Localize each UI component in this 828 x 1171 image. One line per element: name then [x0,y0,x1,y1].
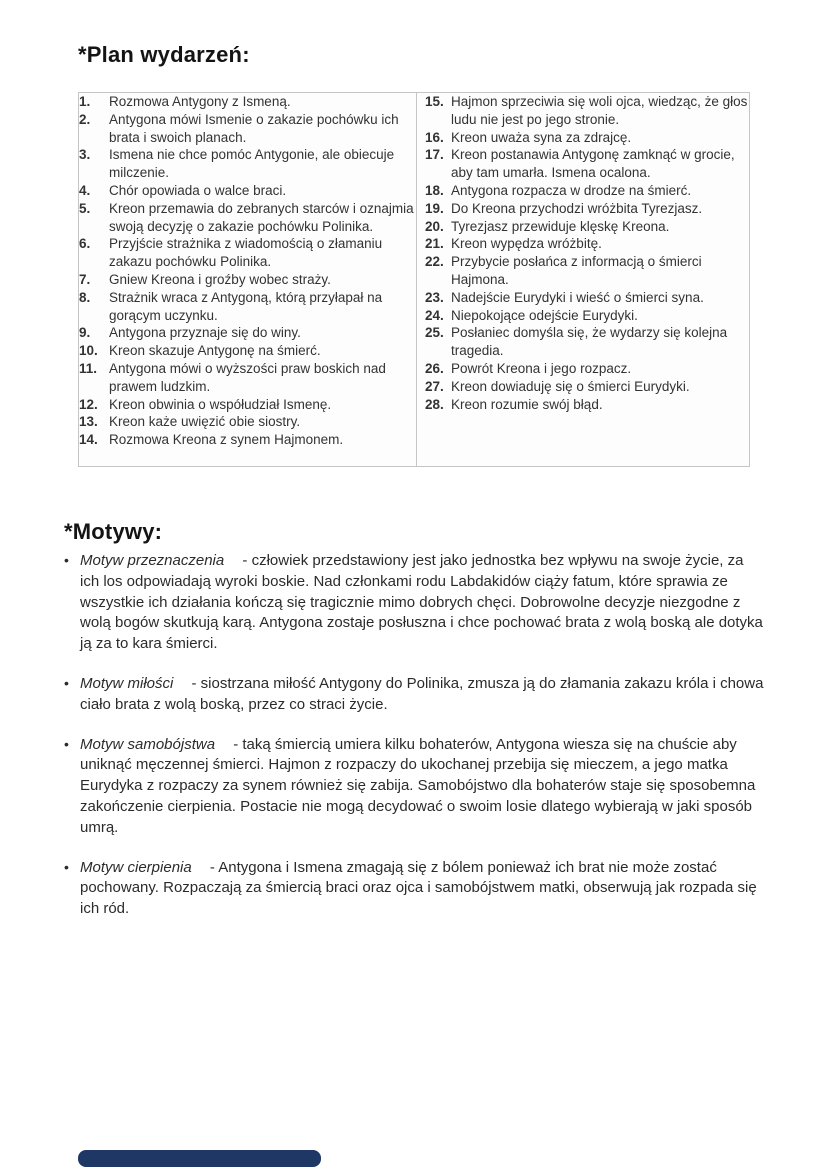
plan-event-text: Powrót Kreona i jego rozpacz. [451,360,632,376]
plan-event-text: Kreon uważa syna za zdrajcę. [451,129,632,145]
plan-event-text: Antygona rozpacza w drodze na śmierć. [451,182,692,198]
plan-event-text: Do Kreona przychodzi wróżbita Tyrezjasz. [451,200,703,216]
motif-item [64,674,765,716]
plan-event-number: 13. [79,414,98,430]
plan-event-item [425,307,749,325]
motif-name: Motyw samobójstwa [80,735,216,753]
plan-event-item [425,93,749,129]
plan-event-number: 4. [79,182,91,198]
plan-event-item [79,413,416,431]
motif-name: Motyw miłości [80,674,174,692]
plan-event-item [425,218,749,236]
motif-name: Motyw cierpienia [80,858,192,876]
plan-event-text: Przybycie posłańca z informacją o śmierci Hajmona. [451,254,702,287]
plan-event-number: 2. [79,111,91,127]
plan-event-number: 7. [79,271,91,287]
plan-event-text: Antygona mówi Ismenie o zakazie pochówku ich brata i swoich planach. [109,111,399,145]
plan-event-number: 19. [425,200,444,216]
footer-redaction-bar [78,1150,321,1167]
plan-event-text: Rozmowa Antygony z Ismeną. [109,94,291,109]
plan-event-item [79,182,416,200]
plan-event-number: 12. [79,396,98,412]
plan-event-item [79,146,416,182]
plan-event-text: Strażnik wraca z Antygoną, którą przyłapał na gorącym uczynku. [109,289,383,323]
plan-event-number: 26. [425,360,444,376]
plan-event-number: 3. [79,147,91,163]
plan-event-number: 25. [425,325,444,341]
plan-event-number: 28. [425,396,444,412]
plan-event-number: 9. [79,325,91,341]
plan-event-text: Chór opowiada o walce braci. [109,182,287,198]
plan-event-text: Niepokojące odejście Eurydyki. [451,307,638,323]
motif-name: Motyw przeznaczenia [80,552,225,569]
motifs-list [64,551,765,939]
plan-event-number: 18. [425,182,444,198]
plan-event-number: 27. [425,378,444,394]
plan-event-item [79,360,416,396]
plan-event-number: 11. [79,360,98,376]
plan-event-number: 17. [425,147,444,163]
plan-event-text: Ismena nie chce pomóc Antygonie, ale obiecuje milczenie. [109,147,395,181]
plan-event-item [79,271,416,289]
plan-heading: *Plan wydarzeń: [78,42,250,67]
plan-event-item [79,111,416,147]
plan-event-number: 5. [79,200,91,216]
plan-events-box [78,92,750,467]
plan-event-item [79,289,416,325]
motifs-heading: *Motywy: [64,519,163,544]
plan-event-text: Antygona mówi o wyższości praw boskich nad prawem ludzkim. [109,360,386,394]
plan-event-item [79,396,416,414]
plan-event-number: 15. [425,94,444,109]
plan-event-text: Tyrezjasz przewiduje klęskę Kreona. [451,218,670,234]
plan-event-number: 6. [79,236,91,252]
bullet-icon: • [64,858,69,875]
plan-event-item [425,396,749,414]
plan-event-text: Rozmowa Kreona z synem Hajmonem. [109,432,344,448]
motif-item [64,735,765,839]
motif-description: - człowiek przedstawiony jest jako jednostka bez wpływu na swoje życie, za ich los odpowiadają wyroki boskie. Nad członkami rodu Labdakidów ciąży fatum, które sprawia ze wszystkie ich działania kończą się tragicznie mimo dobrych chęci. Dobrowolne decyzje niezgodne z wolą bogów skutkują karą. Antygona zostaje posłuszna i chce pochować brata z wolą boską ale dotyka ją za to kara śmierci. [80,552,763,653]
plan-event-item [425,146,749,182]
plan-event-text: Przyjście strażnika z wiadomością o złamaniu zakazu pochówku Polinika. [109,236,383,270]
bullet-icon: • [64,735,69,752]
motif-description: - siostrzana miłość Antygony do Polinika, zmusza ją do złamania zakazu króla i chowa ciało brata z wolą boską, przez co straci życie. [80,674,764,713]
plan-event-item [425,324,749,360]
bullet-icon: • [64,674,69,691]
plan-event-text: Kreon obwinia o współudział Ismenę. [109,396,332,412]
plan-event-item [79,93,416,111]
plan-event-item [79,235,416,271]
plan-event-item [425,129,749,147]
bullet-icon: • [64,552,69,568]
plan-event-text: Kreon przemawia do zebranych starców i oznajmia swoją decyzję o zakazie pochówku Polinika. [109,200,414,234]
plan-event-number: 23. [425,289,444,305]
plan-event-text: Gniew Kreona i groźby wobec straży. [109,271,331,287]
plan-event-text: Kreon postanawia Antygonę zamknąć w grocie, aby tam umarła. Ismena ocalona. [451,147,735,181]
plan-event-item [425,200,749,218]
plan-event-text: Kreon wypędza wróżbitę. [451,236,602,252]
plan-event-text: Nadejście Eurydyki i wieść o śmierci syna. [451,289,704,305]
plan-event-item [425,289,749,307]
plan-event-number: 10. [79,343,98,359]
plan-event-text: Hajmon sprzeciwia się woli ojca, wiedząc, że głos ludu nie jest po jego stronie. [451,94,748,127]
plan-event-item [79,431,416,449]
plan-event-text: Kreon skazuje Antygonę na śmierć. [109,343,321,359]
plan-event-number: 20. [425,218,444,234]
plan-event-item [425,235,749,253]
plan-event-number: 24. [425,307,444,323]
plan-event-number: 21. [425,236,444,252]
plan-list-left [79,93,417,466]
plan-event-number: 8. [79,289,91,305]
plan-event-item [425,253,749,289]
motif-description: - Antygona i Ismena zmagają się z bólem ponieważ ich brat nie może zostać pochowany. Rozpaczają za śmiercią braci oraz ojca i samobójstwem matki, obserwują jak rozpada się ich ród. [80,858,757,918]
plan-event-item [425,182,749,200]
plan-event-number: 14. [79,432,98,448]
plan-event-text: Posłaniec domyśla się, że wydarzy się kolejna tragedia. [451,325,728,359]
plan-event-item [425,360,749,378]
plan-list-right [417,93,749,466]
plan-event-item [79,324,416,342]
plan-event-number: 16. [425,129,444,145]
plan-event-text: Kreon rozumie swój błąd. [451,396,603,412]
motif-description: - taką śmiercią umiera kilku bohaterów, Antygona wiesza się na chuście aby uniknąć męczennej śmierci. Hajmon z rozpaczy do ukochanej przebija się mieczem, a jego matka Eurydyka z rozpaczy za synem również się zabija. Samobójstwo dla bohaterów staje się sposobemna zakończenie cierpienia. Postacie nie mogą decydować o swoim losie dlatego wybierają w jaki sposób umrą. [80,735,756,836]
motif-item [64,858,765,920]
plan-event-number: 1. [79,94,91,109]
plan-event-number: 22. [425,254,444,270]
plan-event-item [425,378,749,396]
plan-event-item [79,342,416,360]
plan-event-item [79,200,416,236]
plan-event-text: Kreon każe uwięzić obie siostry. [109,414,301,430]
plan-event-text: Kreon dowiaduję się o śmierci Eurydyki. [451,378,690,394]
motif-item [64,551,765,655]
plan-event-text: Antygona przyznaje się do winy. [109,325,301,341]
